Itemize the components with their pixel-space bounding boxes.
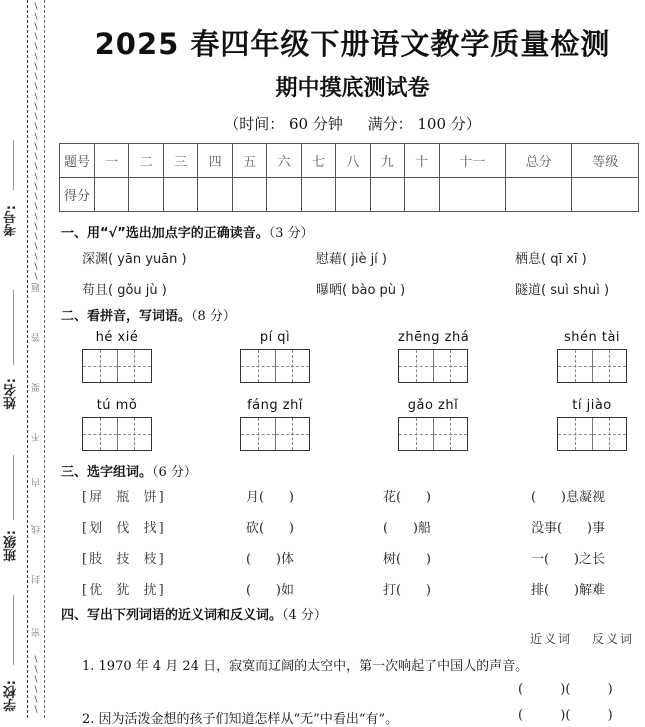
item-options[interactable]: ( suì shuì ) <box>541 283 610 298</box>
tianzi-grid[interactable] <box>557 417 627 451</box>
section-1-title: 一、用“√”选出加点字的正确读音。 <box>61 226 269 241</box>
question-1: 1. 1970 年 4 月 24 日，寂寞而辽阔的太空中，第一次响起了中国人的声音。 <box>82 659 529 674</box>
section-4-title: 四、写出下列词语的近义词和反义词。 <box>61 608 283 623</box>
exam-title: 2025 春四年级下册语文教学质量检测 <box>94 27 611 61</box>
fill-blank[interactable]: 月( ) <box>246 490 294 505</box>
score-cell[interactable] <box>232 178 266 212</box>
school-line <box>13 595 14 665</box>
synonym-column-header: 近义词 <box>530 632 573 646</box>
fill-blank[interactable]: 一( )之长 <box>531 552 605 567</box>
row-header-question-no: 题号 <box>60 144 95 178</box>
pronunciation-item[interactable] <box>82 248 187 267</box>
pinyin-label: zhēng zhá <box>398 330 470 345</box>
fill-blank[interactable]: ( )息凝视 <box>531 490 605 505</box>
tianzi-grid[interactable] <box>398 417 468 451</box>
time-limit: （时间： 60 分钟 <box>224 115 343 133</box>
score-cell[interactable] <box>370 178 404 212</box>
fill-blank[interactable]: ( )船 <box>383 521 431 536</box>
exam-no-line <box>13 140 14 190</box>
item-options[interactable]: ( bào pù ) <box>342 283 406 298</box>
exam-time-info <box>60 113 645 134</box>
score-cell[interactable] <box>405 178 439 212</box>
fill-blank[interactable]: ( )如 <box>246 583 294 598</box>
column-header: 八 <box>336 144 370 178</box>
item-options[interactable]: ( jiè jí ) <box>342 252 388 267</box>
column-header: 九 <box>370 144 404 178</box>
antonym-column-header: 反义词 <box>592 632 635 646</box>
class-line <box>13 455 14 520</box>
margin-warning-char: 题 <box>32 283 42 292</box>
answer-blanks-1[interactable]: ( )( ) <box>518 682 613 697</box>
pinyin-writing-item <box>398 330 468 383</box>
item-options[interactable]: ( gǒu jù ) <box>108 283 167 298</box>
pinyin-writing-item <box>82 330 152 383</box>
tianzi-grid[interactable] <box>82 349 152 383</box>
name-line <box>13 290 14 365</box>
pinyin-label: shén tài <box>563 330 621 345</box>
column-header: 三 <box>163 144 197 178</box>
section-4-heading <box>61 604 327 623</box>
column-header: 四 <box>198 144 232 178</box>
score-cell[interactable] <box>267 178 301 212</box>
character-group: [屏 瓶 饼] <box>82 490 166 505</box>
pronunciation-item[interactable] <box>316 279 405 298</box>
score-cell[interactable] <box>439 178 505 212</box>
section-2-title: 二、看拼音，写词语。 <box>61 309 192 324</box>
section-2-heading <box>61 305 236 324</box>
pinyin-label: hé xié <box>95 330 139 345</box>
exam-subtitle: 期中摸底测试卷 <box>275 76 430 101</box>
column-header: 五 <box>232 144 266 178</box>
pinyin-writing-item <box>557 398 627 451</box>
score-cell[interactable] <box>572 178 639 212</box>
fill-blank[interactable]: ( )体 <box>246 552 294 567</box>
pronunciation-item[interactable] <box>82 279 167 298</box>
section-1-heading <box>61 222 314 241</box>
name-label: 姓名: <box>4 378 19 410</box>
pinyin-label: tú mǒ <box>96 398 138 413</box>
score-table-score-row <box>60 178 639 212</box>
score-cell[interactable] <box>301 178 335 212</box>
score-cell[interactable] <box>505 178 571 212</box>
pinyin-label: gǎo zhǐ <box>407 398 459 413</box>
column-header: 十一 <box>439 144 505 178</box>
section-3-title: 三、选字组词。 <box>61 465 153 480</box>
tianzi-grid[interactable] <box>82 417 152 451</box>
pinyin-label: fáng zhǐ <box>247 398 303 413</box>
pinyin-label: pí qì <box>259 330 291 345</box>
fill-blank[interactable]: 打( ) <box>383 583 431 598</box>
full-score: 满分： 100 分） <box>367 115 481 133</box>
column-header: 总分 <box>505 144 571 178</box>
question-2: 2. 因为活泼金想的孩子们知道怎样从“无”中看出“有”。 <box>82 712 399 727</box>
margin-warning-char: 封 <box>32 575 42 584</box>
item-options[interactable]: ( yān yuān ) <box>108 252 187 267</box>
cut-line-inner <box>44 0 45 718</box>
section-4-points: （4 分） <box>282 608 327 623</box>
column-header: 等级 <box>572 144 639 178</box>
tianzi-grid[interactable] <box>240 417 310 451</box>
column-header: 七 <box>301 144 335 178</box>
pinyin-writing-item <box>557 330 627 383</box>
cut-line-outer <box>27 0 28 718</box>
item-word: 隧道 <box>515 283 542 298</box>
item-word: 曝晒 <box>316 283 343 298</box>
score-cell[interactable] <box>336 178 370 212</box>
hatch-marks-top: \ \ \ \ \ \ \ \ \ \ \ \ \ \ \ \ \ \ \ \ \ \ \ \ \ \ \ \ <box>34 2 38 282</box>
answer-blanks-2[interactable]: ( )( ) <box>518 708 613 723</box>
item-word: 深渊 <box>82 252 109 267</box>
item-word: 栖息 <box>515 252 542 267</box>
tianzi-grid[interactable] <box>398 349 468 383</box>
fill-blank[interactable]: 没事( )事 <box>531 521 605 536</box>
fill-blank[interactable]: 树( ) <box>383 552 431 567</box>
row-header-score: 得分 <box>60 178 95 212</box>
character-group: [划 伐 找] <box>82 521 166 536</box>
character-group: [优 犹 扰] <box>82 583 166 598</box>
character-group: [肢 技 枝] <box>82 552 166 567</box>
item-word: 慰藉 <box>316 252 343 267</box>
pinyin-writing-item <box>240 398 310 451</box>
column-header: 六 <box>267 144 301 178</box>
margin-warning-char: 不 <box>32 433 42 442</box>
item-options[interactable]: ( qī xī ) <box>541 252 587 267</box>
section-1-points: （3 分） <box>268 226 314 241</box>
column-header: 一 <box>95 144 129 178</box>
pinyin-writing-item <box>82 398 152 451</box>
fill-blank[interactable]: 花( ) <box>383 490 431 505</box>
margin-warning-char: 答 <box>32 333 42 342</box>
hatch-marks-bottom: \ \ \ \ \ \ <box>34 655 38 715</box>
tianzi-grid[interactable] <box>557 349 627 383</box>
column-header: 二 <box>129 144 163 178</box>
class-label: 班级: <box>4 530 19 562</box>
school-label: 学校: <box>4 680 19 712</box>
margin-warning-char: 内 <box>32 478 42 487</box>
fill-blank[interactable]: 砍( ) <box>246 521 294 536</box>
pronunciation-item[interactable] <box>515 279 609 298</box>
pinyin-writing-item <box>398 398 468 451</box>
pinyin-label: tí jiào <box>572 398 612 413</box>
score-cell[interactable] <box>95 178 129 212</box>
pinyin-writing-item <box>240 330 310 383</box>
score-table-header-row <box>60 144 639 178</box>
score-cell[interactable] <box>163 178 197 212</box>
section-3-heading <box>61 461 197 480</box>
section-3-points: （6 分） <box>152 465 197 480</box>
pronunciation-item[interactable] <box>316 248 387 267</box>
margin-warning-char: 要 <box>32 383 42 392</box>
tianzi-grid[interactable] <box>240 349 310 383</box>
section-2-points: （8 分） <box>191 309 236 324</box>
column-header: 十 <box>405 144 439 178</box>
score-cell[interactable] <box>198 178 232 212</box>
exam-no-label: 考号: <box>4 205 19 237</box>
margin-warning-char: 密 <box>32 628 42 637</box>
fill-blank[interactable]: 排( )解难 <box>531 583 605 598</box>
margin-warning-char: 线 <box>32 525 42 534</box>
binding-margin <box>0 0 56 718</box>
score-table <box>59 143 639 212</box>
pronunciation-item[interactable] <box>515 248 587 267</box>
item-word: 苟且 <box>82 283 109 298</box>
score-cell[interactable] <box>129 178 163 212</box>
